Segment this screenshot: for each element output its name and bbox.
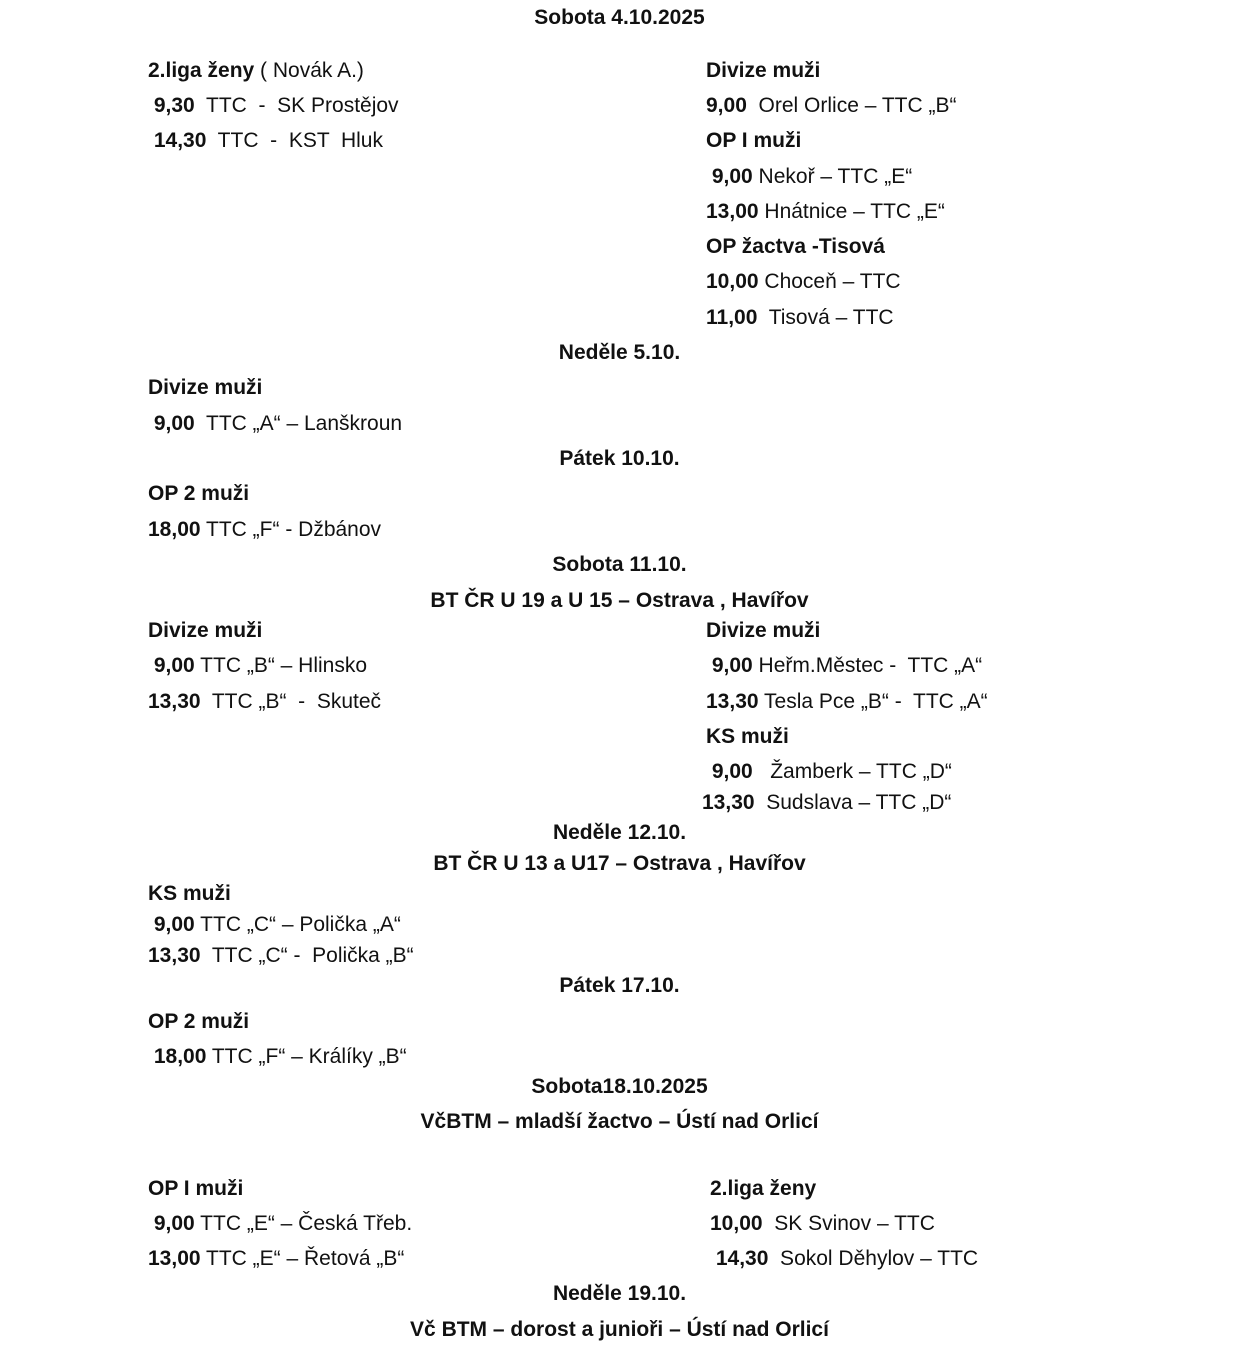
match-row [148, 653, 367, 679]
match-row [706, 305, 894, 331]
match-time: 9,00 [706, 654, 753, 677]
match-time: 14,30 [148, 129, 207, 152]
match-row [710, 1246, 978, 1272]
match-teams: Tisová – TTC [757, 306, 894, 329]
day-heading-sat-11-10: Sobota 11.10. [552, 553, 687, 576]
day-heading-sat-4-10: Sobota 4.10.2025 [534, 6, 705, 29]
match-row [706, 164, 912, 190]
match-teams: Sudslava – TTC „D“ [754, 791, 952, 814]
event-subheading: BT ČR U 19 a U 15 – Ostrava , Havířov [430, 589, 809, 612]
match-teams: Choceň – TTC [758, 270, 901, 293]
event-subheading: Vč BTM – dorost a junioři – Ústí nad Orlicí [410, 1318, 829, 1341]
match-time: 9,00 [706, 165, 753, 188]
match-time: 9,00 [148, 913, 195, 936]
match-row [148, 1211, 412, 1237]
match-time: 10,00 [706, 270, 759, 293]
match-time: 10,00 [710, 1212, 763, 1235]
match-row [706, 199, 945, 225]
day-heading-sat-18-10: Sobota18.10.2025 [531, 1075, 708, 1098]
match-row [706, 653, 982, 679]
match-teams: Sokol Děhylov – TTC [768, 1247, 979, 1270]
match-row [706, 689, 988, 715]
match-time: 9,00 [148, 1212, 195, 1235]
match-row [148, 912, 401, 938]
match-teams: Hnátnice – TTC „E“ [758, 200, 945, 223]
match-time: 14,30 [710, 1247, 769, 1270]
day-heading-fri-10-10: Pátek 10.10. [559, 447, 680, 470]
match-row [148, 93, 399, 119]
match-teams: TTC „A“ – Lanškroun [194, 412, 403, 435]
match-row [148, 128, 383, 154]
match-row [148, 517, 381, 543]
match-teams: Orel Orlice – TTC „B“ [746, 94, 957, 117]
match-row [148, 1044, 407, 1070]
match-time: 13,00 [706, 200, 759, 223]
match-time: 9,00 [148, 412, 195, 435]
match-row [706, 93, 957, 119]
match-teams: TTC „E“ – Česká Třeb. [194, 1212, 413, 1235]
match-time: 13,30 [148, 944, 201, 967]
league-title: OP 2 muži [148, 482, 250, 505]
match-time: 9,30 [148, 94, 195, 117]
league-title [148, 58, 364, 84]
match-row [148, 943, 414, 969]
match-time: 13,00 [148, 1247, 201, 1270]
match-time: 9,00 [706, 94, 747, 117]
day-heading-sun-12-10: Neděle 12.10. [552, 821, 687, 844]
league-title: Divize muži [706, 59, 821, 82]
match-teams: TTC „F“ – Králíky „B“ [206, 1045, 407, 1068]
league-title: OP I muži [148, 1177, 244, 1200]
match-row [148, 411, 402, 437]
match-teams: Tesla Pce „B“ - TTC „A“ [758, 690, 988, 713]
league-title: Divize muži [148, 619, 263, 642]
league-title: OP žactva -Tisová [706, 235, 885, 258]
day-heading-sun-5-10: Neděle 5.10. [558, 341, 681, 364]
match-teams: TTC „B“ – Hlinsko [194, 654, 368, 677]
match-teams: TTC „B“ - Skuteč [200, 690, 382, 713]
league-title: KS muži [706, 725, 789, 748]
match-teams: TTC - KST Hluk [206, 129, 383, 152]
match-teams: Nekoř – TTC „E“ [752, 165, 913, 188]
match-row [706, 759, 952, 785]
match-time: 13,30 [702, 791, 755, 814]
day-heading-fri-17-10: Pátek 17.10. [559, 974, 680, 997]
match-teams: TTC „C“ – Polička „A“ [194, 913, 401, 936]
match-time: 9,00 [148, 654, 195, 677]
match-time: 13,30 [148, 690, 201, 713]
league-title: KS muži [148, 882, 231, 905]
league-title: Divize muži [706, 619, 821, 642]
match-row [706, 269, 901, 295]
league-title: Divize muži [148, 376, 263, 399]
match-teams: TTC „E“ – Řetová „B“ [200, 1247, 405, 1270]
league-name: 2.liga ženy [148, 59, 255, 82]
match-teams: Heřm.Městec - TTC „A“ [752, 654, 983, 677]
match-row [710, 1211, 935, 1237]
match-time: 13,30 [706, 690, 759, 713]
match-teams: Žamberk – TTC „D“ [752, 760, 952, 783]
match-time: 18,00 [148, 1045, 207, 1068]
league-note: ( Novák A.) [254, 59, 364, 82]
match-time: 11,00 [706, 306, 758, 329]
league-title: OP I muži [706, 129, 802, 152]
match-teams: TTC „F“ - Džbánov [200, 518, 382, 541]
match-teams: TTC - SK Prostějov [194, 94, 399, 117]
event-subheading: BT ČR U 13 a U17 – Ostrava , Havířov [433, 852, 806, 875]
league-title: OP 2 muži [148, 1010, 250, 1033]
match-row [148, 689, 381, 715]
match-teams: SK Svinov – TTC [762, 1212, 935, 1235]
league-title: 2.liga ženy [710, 1177, 817, 1200]
event-subheading: VčBTM – mladší žactvo – Ústí nad Orlicí [420, 1110, 819, 1133]
match-teams: TTC „C“ - Polička „B“ [200, 944, 414, 967]
match-time: 18,00 [148, 518, 201, 541]
day-heading-sun-19-10: Neděle 19.10. [552, 1282, 687, 1305]
match-row [148, 1246, 404, 1272]
match-time: 9,00 [706, 760, 753, 783]
match-row [702, 790, 951, 816]
